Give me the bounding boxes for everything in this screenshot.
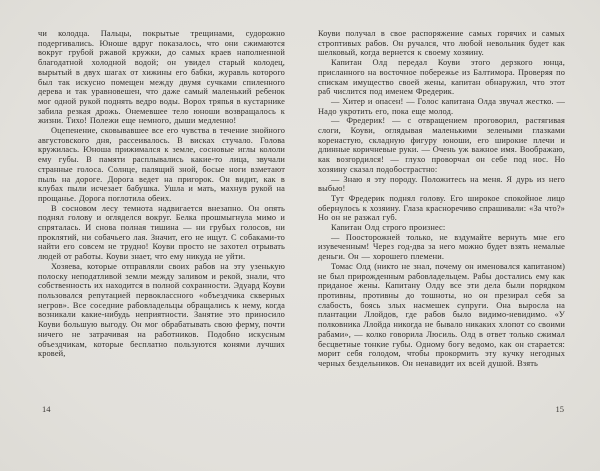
page-left-text-block xyxy=(38,29,285,359)
paragraph: — Поосторожней только, не вздумайте вернуть мне его изувеченным! Через год-два за него можно будет взять немалые деньги. Он — хорошего племени. xyxy=(318,232,565,262)
paragraph: Капитан Олд строго произнес: xyxy=(331,223,446,233)
paragraph: чи колодца. Пальцы, покрытые трещинами, судорожно подергивались. Юноше вдруг показалось, что они сжимаются вокруг грубой ржавой кружки, до самых краев наполненной благодатной холодной водой; он увидел старый колодец, вырытый в двух шагах от хижины его бабки, журавль которого был так искусно помещен между двумя сучками спиленного дерева и так уравновешен, что даже самый маленький ребенок мог одной рукой поднять ведро воды. Ворох тряпья в кустарнике забила резкая дрожь. Онемевшее тело юноши возвращалось к жизни. Тихо! Полежи еще немного, дыши медленно! xyxy=(38,29,285,126)
paragraph: — Знаю я эту породу. Положитесь на меня. Я дурь из него выбью! xyxy=(318,174,565,194)
paragraph: Оцепенение, сковывавшее все его чувства в течение знойного августовского дня, рассеивалось. В висках стучало. Голова кружилась. Юноша прижимался к земле, сосновые иглы кололи ему губы. В памяти расплывались какие-то лица, звучали странные голоса. Солнце, палящий зной, босые ноги взметают пыль на дороге. Дорога ведет на пригорок. Он видит, как в клубах пыли исчезает бабушка. Ушла и мать, махнув рукой на прощанье. Дорога поглотила обеих. xyxy=(38,126,285,203)
paragraph: Тут Фредерик поднял голову. Его широкое спокойное лицо обернулось к хозяину. Глаза красноречиво спрашивали: «За что?» Но он не разжал губ. xyxy=(318,193,565,223)
paragraph: — Хитер и опасен! — Голос капитана Олда звучал жестко. — Надо укротить его, пока еще молод. xyxy=(318,96,565,116)
paragraph: В сосновом лесу темнота надвигается внезапно. Он опять поднял голову и огляделся вокруг. Белка прошмыгнула мимо и спряталась. И снова полная тишина — ни грубых голосов, ни проклятий, ни собачьего лая. Значит, его не ищут. С собаками-то найти его совсем не трудно! Коуви просто не захотел отрывать людей от работы. Коуви знает, что ему никуда не уйти. xyxy=(38,203,285,262)
page-number-left: 14 xyxy=(42,404,51,414)
paragraph: — Фредерик! — с отвращением проговорил, растягивая слоги, Коуви, оглядывая маленькими зелеными глазками коренастую, складную фигуру юноши, его широкие плечи и длинные коричневые руки. — Очень уж важное имя. Воображаю, как возгордился! — глухо проворчал он себе под нос. Но хозяину сказал подобострастно: xyxy=(318,116,565,174)
page-right-text-block xyxy=(318,29,565,369)
paragraph: Томас Олд (никто не знал, почему он именовался капитаном) не был прирожденным рабовладельцем. Рабы достались ему как приданое жены. Капитану Олду все эти дела были порядком противны, противны до тошноты, но он презирал себя за слабость, боясь злых насмешек супруги. Она выросла на плантации Ллойдов, где рабов было видимо-невидимо. «У полковника Ллойда никогда не бывало никаких хлопот со своими рабами», — колко говорила Люсиль. Олд в ответ только сжимал бесцветные тонкие губы. Одному богу ведомо, как он старается: морит себя голодом, чтобы прокормить эту кучку негодных черных бездельников. Он ненавидит их всей душой. Взять xyxy=(318,261,565,368)
paragraph: Хозяева, которые отправляли своих рабов на эту узенькую полоску неподатливой земли между заливом и рекой, знали, что собственность их находится в полной сохранности. Эдуард Коуви пользовался репутацией первоклассного «объездчика скверных негров». Все соседние рабовладельцы обращались к нему, когда возникали какие-нибудь неприятности. Занятие это приносило Коуви большую выгоду. Он мог обрабатывать свою ферму, почти ничего не затрачивая на работников. Подобно искусным объездчикам, которые бесплатно пользуются конями лучших кровей, xyxy=(38,261,285,359)
paragraph: Капитан Олд передал Коуви этого дерзкого юнца, присланного на восточное побережье из Балтимора. Проверяя по спискам имущество своей жены, капитан обнаружил, что этот раб числится под именем Фредерик. xyxy=(318,58,565,97)
page-number-right: 15 xyxy=(555,404,564,414)
paragraph: Коуви получал в свое распоряжение самых горячих и самых строптивых рабов. Он ручался, что любой невольник будет как шелковый, когда вернется к своему хозяину. xyxy=(318,29,565,58)
